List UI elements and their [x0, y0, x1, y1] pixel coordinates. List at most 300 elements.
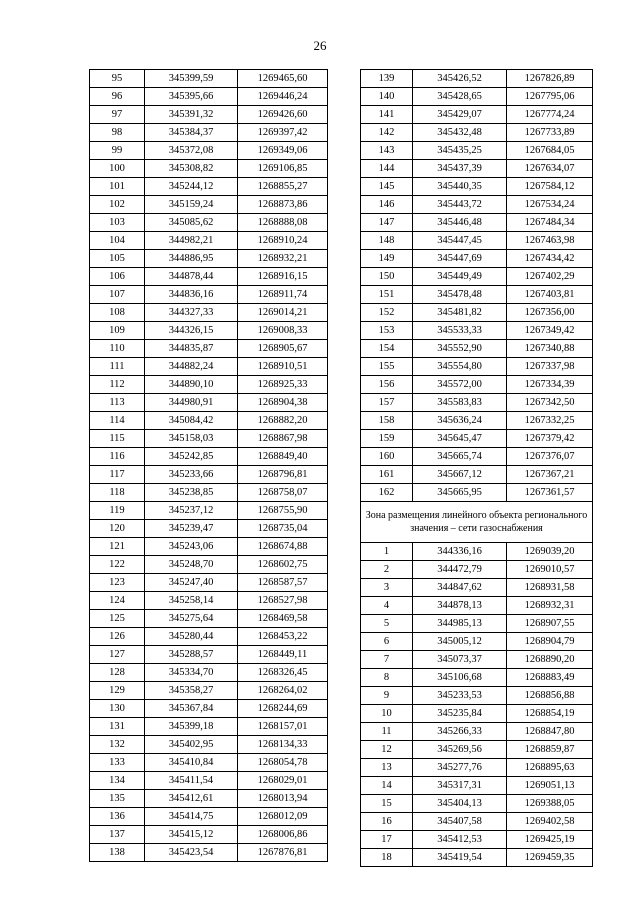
x-coordinate-cell: 345665,95	[413, 484, 507, 502]
x-coordinate-cell: 345419,54	[413, 849, 507, 867]
table-row	[361, 448, 593, 466]
point-number-cell: 118	[90, 484, 145, 502]
x-coordinate-cell: 345407,58	[413, 813, 507, 831]
x-coordinate-cell: 345404,13	[413, 795, 507, 813]
x-coordinate-cell: 345395,66	[145, 88, 238, 106]
table-row	[90, 214, 328, 232]
table-row	[90, 394, 328, 412]
zone-table-row	[361, 651, 593, 669]
x-coordinate-cell: 345447,69	[413, 250, 507, 268]
y-coordinate-cell: 1268859,87	[507, 741, 593, 759]
table-row	[90, 250, 328, 268]
point-number-cell: 131	[90, 718, 145, 736]
table-row	[90, 340, 328, 358]
point-number-cell: 103	[90, 214, 145, 232]
y-coordinate-cell: 1268855,27	[238, 178, 328, 196]
y-coordinate-cell: 1268587,57	[238, 574, 328, 592]
table-row	[361, 322, 593, 340]
y-coordinate-cell: 1268911,74	[238, 286, 328, 304]
point-number-cell: 136	[90, 808, 145, 826]
y-coordinate-cell: 1267376,07	[507, 448, 593, 466]
y-coordinate-cell: 1269465,60	[238, 70, 328, 88]
point-number-cell: 112	[90, 376, 145, 394]
x-coordinate-cell: 345411,54	[145, 772, 238, 790]
table-row	[90, 502, 328, 520]
x-coordinate-cell: 345432,48	[413, 124, 507, 142]
y-coordinate-cell: 1268527,98	[238, 592, 328, 610]
y-coordinate-cell: 1267774,24	[507, 106, 593, 124]
x-coordinate-cell: 345481,82	[413, 304, 507, 322]
point-number-cell: 7	[361, 651, 413, 669]
y-coordinate-cell: 1269039,20	[507, 543, 593, 561]
x-coordinate-cell: 345443,72	[413, 196, 507, 214]
table-row	[90, 88, 328, 106]
y-coordinate-cell: 1268796,81	[238, 466, 328, 484]
x-coordinate-cell: 345402,95	[145, 736, 238, 754]
table-row	[90, 574, 328, 592]
x-coordinate-cell: 344882,24	[145, 358, 238, 376]
table-row	[90, 160, 328, 178]
x-coordinate-cell: 345106,68	[413, 669, 507, 687]
x-coordinate-cell: 345399,59	[145, 70, 238, 88]
x-coordinate-cell: 344336,16	[413, 543, 507, 561]
y-coordinate-cell: 1268013,94	[238, 790, 328, 808]
table-row	[90, 358, 328, 376]
x-coordinate-cell: 345237,12	[145, 502, 238, 520]
x-coordinate-cell: 345645,47	[413, 430, 507, 448]
point-number-cell: 130	[90, 700, 145, 718]
y-coordinate-cell: 1267434,42	[507, 250, 593, 268]
point-number-cell: 150	[361, 268, 413, 286]
y-coordinate-cell: 1268916,15	[238, 268, 328, 286]
point-number-cell: 98	[90, 124, 145, 142]
table-row	[361, 466, 593, 484]
point-number-cell: 113	[90, 394, 145, 412]
zone-table-row	[361, 849, 593, 867]
y-coordinate-cell: 1267340,88	[507, 340, 593, 358]
y-coordinate-cell: 1267795,06	[507, 88, 593, 106]
point-number-cell: 129	[90, 682, 145, 700]
x-coordinate-cell: 345412,61	[145, 790, 238, 808]
x-coordinate-cell: 345572,00	[413, 376, 507, 394]
x-coordinate-cell: 345358,27	[145, 682, 238, 700]
x-coordinate-cell: 345412,53	[413, 831, 507, 849]
y-coordinate-cell: 1267337,98	[507, 358, 593, 376]
coordinates-table-left	[89, 69, 328, 862]
y-coordinate-cell: 1267584,12	[507, 178, 593, 196]
x-coordinate-cell: 345423,54	[145, 844, 238, 862]
table-row	[361, 196, 593, 214]
table-row	[90, 808, 328, 826]
point-number-cell: 5	[361, 615, 413, 633]
y-coordinate-cell: 1268134,33	[238, 736, 328, 754]
zone-table-row	[361, 543, 593, 561]
point-number-cell: 162	[361, 484, 413, 502]
point-number-cell: 116	[90, 448, 145, 466]
point-number-cell: 146	[361, 196, 413, 214]
x-coordinate-cell: 345247,40	[145, 574, 238, 592]
y-coordinate-cell: 1267733,89	[507, 124, 593, 142]
x-coordinate-cell: 345084,42	[145, 412, 238, 430]
y-coordinate-cell: 1268856,88	[507, 687, 593, 705]
y-coordinate-cell: 1268883,49	[507, 669, 593, 687]
table-row	[90, 70, 328, 88]
table-row	[90, 376, 328, 394]
table-row	[90, 304, 328, 322]
x-coordinate-cell: 345233,53	[413, 687, 507, 705]
y-coordinate-cell: 1267379,42	[507, 430, 593, 448]
y-coordinate-cell: 1267349,42	[507, 322, 593, 340]
point-number-cell: 120	[90, 520, 145, 538]
point-number-cell: 142	[361, 124, 413, 142]
table-row	[361, 286, 593, 304]
table-row	[361, 412, 593, 430]
point-number-cell: 137	[90, 826, 145, 844]
point-number-cell: 144	[361, 160, 413, 178]
x-coordinate-cell: 345269,56	[413, 741, 507, 759]
point-number-cell: 110	[90, 340, 145, 358]
x-coordinate-cell: 345258,14	[145, 592, 238, 610]
table-row	[90, 520, 328, 538]
table-row	[361, 106, 593, 124]
x-coordinate-cell: 345244,12	[145, 178, 238, 196]
point-number-cell: 145	[361, 178, 413, 196]
y-coordinate-cell: 1268888,08	[238, 214, 328, 232]
y-coordinate-cell: 1268932,21	[238, 250, 328, 268]
point-number-cell: 154	[361, 340, 413, 358]
y-coordinate-cell: 1268602,75	[238, 556, 328, 574]
point-number-cell: 16	[361, 813, 413, 831]
table-row	[90, 718, 328, 736]
y-coordinate-cell: 1268904,79	[507, 633, 593, 651]
point-number-cell: 151	[361, 286, 413, 304]
y-coordinate-cell: 1268907,55	[507, 615, 593, 633]
point-number-cell: 15	[361, 795, 413, 813]
y-coordinate-cell: 1267826,89	[507, 70, 593, 88]
x-coordinate-cell: 345005,12	[413, 633, 507, 651]
y-coordinate-cell: 1268854,19	[507, 705, 593, 723]
y-coordinate-cell: 1268735,04	[238, 520, 328, 538]
point-number-cell: 119	[90, 502, 145, 520]
y-coordinate-cell: 1268469,58	[238, 610, 328, 628]
point-number-cell: 109	[90, 322, 145, 340]
x-coordinate-cell: 345414,75	[145, 808, 238, 826]
zone-table-row	[361, 777, 593, 795]
point-number-cell: 9	[361, 687, 413, 705]
point-number-cell: 101	[90, 178, 145, 196]
y-coordinate-cell: 1269446,24	[238, 88, 328, 106]
point-number-cell: 108	[90, 304, 145, 322]
y-coordinate-cell: 1267342,50	[507, 394, 593, 412]
y-coordinate-cell: 1268895,63	[507, 759, 593, 777]
point-number-cell: 99	[90, 142, 145, 160]
zone-table-row	[361, 795, 593, 813]
x-coordinate-cell: 344980,91	[145, 394, 238, 412]
x-coordinate-cell: 345280,44	[145, 628, 238, 646]
x-coordinate-cell: 344982,21	[145, 232, 238, 250]
x-coordinate-cell: 344878,44	[145, 268, 238, 286]
x-coordinate-cell: 344326,15	[145, 322, 238, 340]
x-coordinate-cell: 345428,65	[413, 88, 507, 106]
y-coordinate-cell: 1268890,20	[507, 651, 593, 669]
table-row	[90, 628, 328, 646]
y-coordinate-cell: 1268006,86	[238, 826, 328, 844]
y-coordinate-cell: 1267334,39	[507, 376, 593, 394]
y-coordinate-cell: 1267534,24	[507, 196, 593, 214]
y-coordinate-cell: 1267684,05	[507, 142, 593, 160]
point-number-cell: 138	[90, 844, 145, 862]
x-coordinate-cell: 345248,70	[145, 556, 238, 574]
y-coordinate-cell: 1268244,69	[238, 700, 328, 718]
x-coordinate-cell: 345449,49	[413, 268, 507, 286]
y-coordinate-cell: 1268910,51	[238, 358, 328, 376]
table-row	[361, 160, 593, 178]
x-coordinate-cell: 345583,83	[413, 394, 507, 412]
point-number-cell: 95	[90, 70, 145, 88]
table-row	[361, 88, 593, 106]
table-row	[90, 196, 328, 214]
table-row	[90, 736, 328, 754]
table-row	[90, 124, 328, 142]
table-row	[361, 394, 593, 412]
table-row	[90, 466, 328, 484]
x-coordinate-cell: 345233,66	[145, 466, 238, 484]
y-coordinate-cell: 1269397,42	[238, 124, 328, 142]
zone-table-row	[361, 597, 593, 615]
x-coordinate-cell: 345288,57	[145, 646, 238, 664]
point-number-cell: 124	[90, 592, 145, 610]
point-number-cell: 107	[90, 286, 145, 304]
table-row	[90, 664, 328, 682]
x-coordinate-cell: 345158,03	[145, 430, 238, 448]
x-coordinate-cell: 345391,32	[145, 106, 238, 124]
table-row	[90, 646, 328, 664]
point-number-cell: 122	[90, 556, 145, 574]
point-number-cell: 121	[90, 538, 145, 556]
y-coordinate-cell: 1269008,33	[238, 322, 328, 340]
y-coordinate-cell: 1268449,11	[238, 646, 328, 664]
point-number-cell: 17	[361, 831, 413, 849]
point-number-cell: 155	[361, 358, 413, 376]
table-row	[90, 322, 328, 340]
y-coordinate-cell: 1267356,00	[507, 304, 593, 322]
x-coordinate-cell: 345399,18	[145, 718, 238, 736]
y-coordinate-cell: 1268012,09	[238, 808, 328, 826]
y-coordinate-cell: 1268029,01	[238, 772, 328, 790]
point-number-cell: 12	[361, 741, 413, 759]
y-coordinate-cell: 1268326,45	[238, 664, 328, 682]
table-row	[90, 682, 328, 700]
point-number-cell: 117	[90, 466, 145, 484]
table-row	[90, 754, 328, 772]
point-number-cell: 1	[361, 543, 413, 561]
table-row	[90, 106, 328, 124]
table-row	[90, 844, 328, 862]
table-row	[361, 430, 593, 448]
x-coordinate-cell: 345410,84	[145, 754, 238, 772]
y-coordinate-cell: 1268758,07	[238, 484, 328, 502]
point-number-cell: 111	[90, 358, 145, 376]
x-coordinate-cell: 345552,90	[413, 340, 507, 358]
table-row	[361, 376, 593, 394]
zone-table-row	[361, 741, 593, 759]
zone-table-row	[361, 615, 593, 633]
x-coordinate-cell: 345334,70	[145, 664, 238, 682]
zone-header-row	[361, 502, 593, 543]
table-row	[90, 430, 328, 448]
table-row	[90, 286, 328, 304]
y-coordinate-cell: 1268882,20	[238, 412, 328, 430]
point-number-cell: 125	[90, 610, 145, 628]
x-coordinate-cell: 344327,33	[145, 304, 238, 322]
x-coordinate-cell: 345384,37	[145, 124, 238, 142]
point-number-cell: 158	[361, 412, 413, 430]
x-coordinate-cell: 345429,07	[413, 106, 507, 124]
y-coordinate-cell: 1269051,13	[507, 777, 593, 795]
point-number-cell: 105	[90, 250, 145, 268]
point-number-cell: 106	[90, 268, 145, 286]
zone-table-row	[361, 831, 593, 849]
point-number-cell: 8	[361, 669, 413, 687]
y-coordinate-cell: 1267361,57	[507, 484, 593, 502]
point-number-cell: 141	[361, 106, 413, 124]
x-coordinate-cell: 345275,64	[145, 610, 238, 628]
table-row	[361, 178, 593, 196]
x-coordinate-cell: 345242,85	[145, 448, 238, 466]
y-coordinate-cell: 1268264,02	[238, 682, 328, 700]
point-number-cell: 161	[361, 466, 413, 484]
table-row	[361, 358, 593, 376]
point-number-cell: 115	[90, 430, 145, 448]
y-coordinate-cell: 1269106,85	[238, 160, 328, 178]
x-coordinate-cell: 345415,12	[145, 826, 238, 844]
point-number-cell: 127	[90, 646, 145, 664]
table-row	[361, 232, 593, 250]
point-number-cell: 3	[361, 579, 413, 597]
y-coordinate-cell: 1268873,86	[238, 196, 328, 214]
table-row	[90, 538, 328, 556]
x-coordinate-cell: 345478,48	[413, 286, 507, 304]
table-row	[90, 556, 328, 574]
y-coordinate-cell: 1267876,81	[238, 844, 328, 862]
x-coordinate-cell: 345159,24	[145, 196, 238, 214]
x-coordinate-cell: 345447,45	[413, 232, 507, 250]
point-number-cell: 140	[361, 88, 413, 106]
x-coordinate-cell: 344886,95	[145, 250, 238, 268]
point-number-cell: 2	[361, 561, 413, 579]
y-coordinate-cell: 1268849,40	[238, 448, 328, 466]
y-coordinate-cell: 1268932,31	[507, 597, 593, 615]
point-number-cell: 4	[361, 597, 413, 615]
coordinates-table-right	[360, 69, 593, 867]
x-coordinate-cell: 345238,85	[145, 484, 238, 502]
x-coordinate-cell: 345367,84	[145, 700, 238, 718]
page-number: 26	[313, 38, 327, 53]
x-coordinate-cell: 345317,31	[413, 777, 507, 795]
point-number-cell: 13	[361, 759, 413, 777]
point-number-cell: 97	[90, 106, 145, 124]
y-coordinate-cell: 1267402,29	[507, 268, 593, 286]
table-row	[361, 70, 593, 88]
y-coordinate-cell: 1267484,34	[507, 214, 593, 232]
y-coordinate-cell: 1268905,67	[238, 340, 328, 358]
x-coordinate-cell: 345277,76	[413, 759, 507, 777]
x-coordinate-cell: 344847,62	[413, 579, 507, 597]
x-coordinate-cell: 345437,39	[413, 160, 507, 178]
y-coordinate-cell: 1269010,57	[507, 561, 593, 579]
y-coordinate-cell: 1268867,98	[238, 430, 328, 448]
table-row	[90, 412, 328, 430]
y-coordinate-cell: 1269014,21	[238, 304, 328, 322]
x-coordinate-cell: 345235,84	[413, 705, 507, 723]
table-row	[90, 142, 328, 160]
zone-table-row	[361, 687, 593, 705]
y-coordinate-cell: 1269426,60	[238, 106, 328, 124]
point-number-cell: 148	[361, 232, 413, 250]
y-coordinate-cell: 1268453,22	[238, 628, 328, 646]
zone-table-row	[361, 723, 593, 741]
y-coordinate-cell: 1268054,78	[238, 754, 328, 772]
x-coordinate-cell: 344836,16	[145, 286, 238, 304]
table-row	[361, 214, 593, 232]
point-number-cell: 102	[90, 196, 145, 214]
point-number-cell: 104	[90, 232, 145, 250]
table-row	[90, 790, 328, 808]
point-number-cell: 135	[90, 790, 145, 808]
x-coordinate-cell: 344890,10	[145, 376, 238, 394]
x-coordinate-cell: 345426,52	[413, 70, 507, 88]
point-number-cell: 143	[361, 142, 413, 160]
table-row	[361, 142, 593, 160]
x-coordinate-cell: 345239,47	[145, 520, 238, 538]
point-number-cell: 133	[90, 754, 145, 772]
table-row	[90, 178, 328, 196]
point-number-cell: 139	[361, 70, 413, 88]
x-coordinate-cell: 345243,06	[145, 538, 238, 556]
y-coordinate-cell: 1269388,05	[507, 795, 593, 813]
point-number-cell: 157	[361, 394, 413, 412]
table-row	[90, 772, 328, 790]
x-coordinate-cell: 344472,79	[413, 561, 507, 579]
x-coordinate-cell: 344985,13	[413, 615, 507, 633]
x-coordinate-cell: 345073,37	[413, 651, 507, 669]
point-number-cell: 10	[361, 705, 413, 723]
x-coordinate-cell: 345435,25	[413, 142, 507, 160]
x-coordinate-cell: 345554,80	[413, 358, 507, 376]
point-number-cell: 114	[90, 412, 145, 430]
table-row	[90, 826, 328, 844]
point-number-cell: 6	[361, 633, 413, 651]
y-coordinate-cell: 1267332,25	[507, 412, 593, 430]
point-number-cell: 132	[90, 736, 145, 754]
y-coordinate-cell: 1268910,24	[238, 232, 328, 250]
point-number-cell: 153	[361, 322, 413, 340]
table-row	[361, 484, 593, 502]
point-number-cell: 123	[90, 574, 145, 592]
table-row	[90, 484, 328, 502]
table-row	[361, 340, 593, 358]
point-number-cell: 149	[361, 250, 413, 268]
x-coordinate-cell: 345308,82	[145, 160, 238, 178]
table-row	[361, 268, 593, 286]
table-row	[361, 304, 593, 322]
zone-table-row	[361, 813, 593, 831]
x-coordinate-cell: 345665,74	[413, 448, 507, 466]
y-coordinate-cell: 1269459,35	[507, 849, 593, 867]
y-coordinate-cell: 1268847,80	[507, 723, 593, 741]
table-row	[90, 610, 328, 628]
x-coordinate-cell: 344878,13	[413, 597, 507, 615]
